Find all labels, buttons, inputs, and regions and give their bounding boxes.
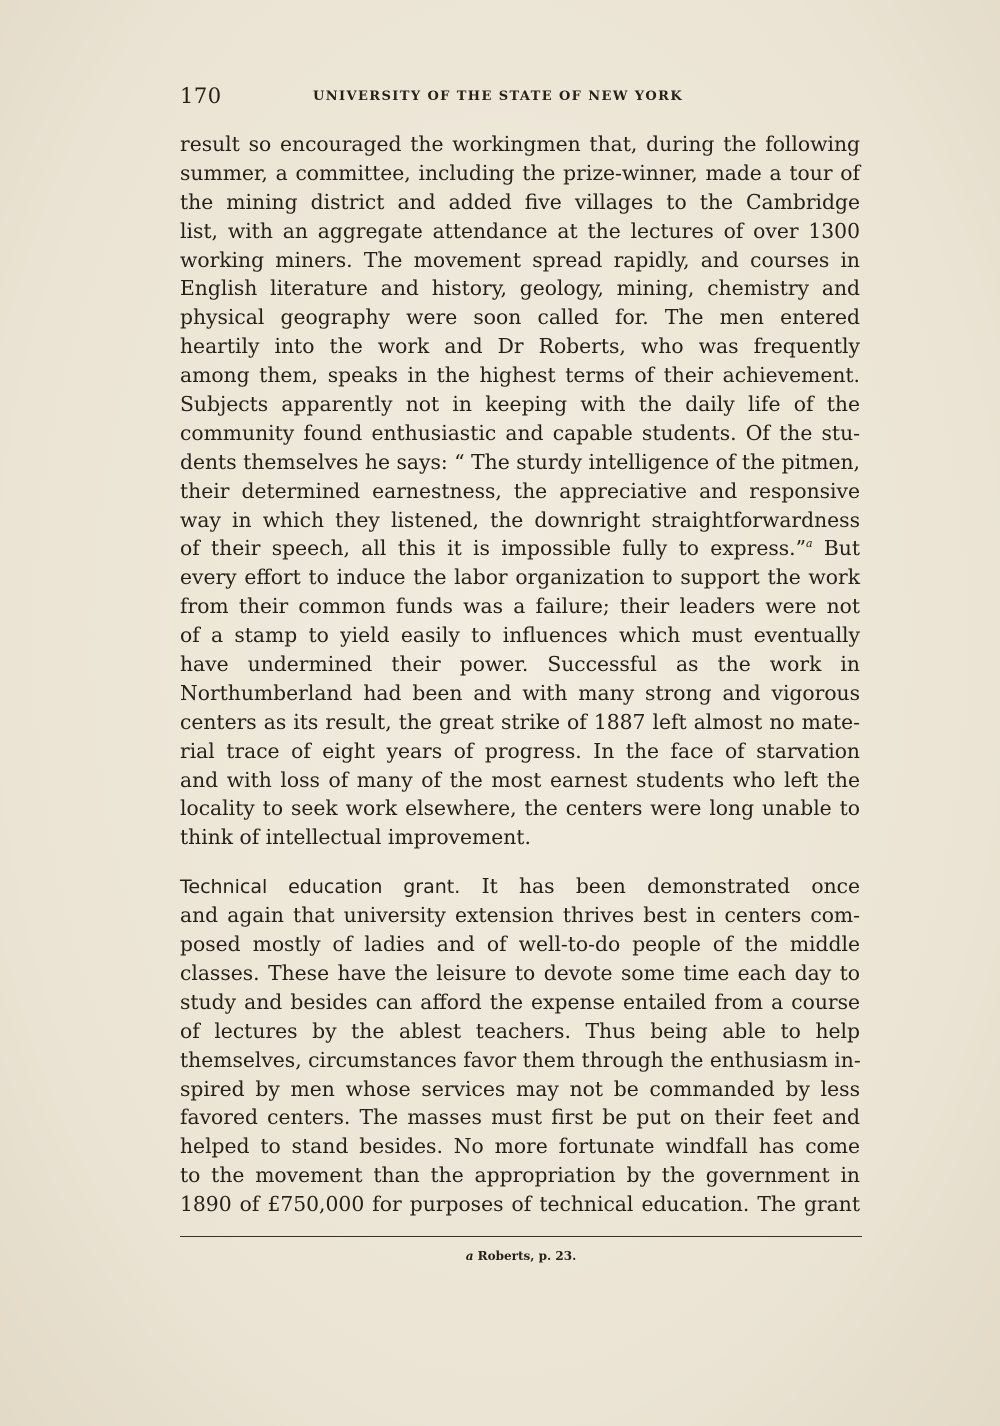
paragraph-gap: [180, 852, 860, 872]
text-line: working miners. The movement spread rapidly, and courses in: [180, 247, 860, 272]
footnote-reference: a: [806, 537, 813, 551]
paragraph-1: [180, 130, 860, 852]
text-line: the mining district and added five villages to the Cambridge: [180, 189, 860, 214]
text-line: and again that university extension thrives best in centers com-: [180, 903, 860, 928]
body-text: [180, 130, 860, 1219]
text-line: among them, speaks in the highest terms of their achievement.: [180, 363, 860, 388]
text-line: dents themselves he says: “ The sturdy intelligence of the pitmen,: [180, 449, 860, 474]
footnote-marker: a: [465, 1249, 474, 1263]
text-line-with-heading: [180, 872, 860, 901]
text-line: Northumberland had been and with many strong and vigorous: [180, 680, 860, 705]
text-line: locality to seek work elsewhere, the centers were long unable to: [180, 796, 860, 821]
text-line: of lectures by the ablest teachers. Thus being able to help: [180, 1018, 860, 1043]
text-line: study and besides can afford the expense entailed from a course: [180, 989, 860, 1014]
text-line: classes. These have the leisure to devote some time each day to: [180, 960, 860, 985]
text-line: result so encouraged the workingmen that, during the following: [180, 132, 860, 156]
paragraph-2: [180, 872, 860, 1219]
text-line: 1890 of £750,000 for purposes of technical education. The grant: [180, 1192, 860, 1217]
text-line: heartily into the work and Dr Roberts, who was frequently: [180, 334, 860, 359]
text-line: rial trace of eight years of progress. In the face of starvation: [180, 738, 860, 763]
text-line: from their common funds was a failure; their leaders were not: [180, 594, 860, 619]
footnote: [180, 1249, 862, 1263]
text-line: summer, a committee, including the prize-winner, made a tour of: [180, 160, 860, 185]
text-line: helped to stand besides. No more fortunate windfall has come: [180, 1134, 860, 1159]
text-line: favored centers. The masses must first be put on their feet and: [180, 1105, 860, 1130]
text-line-with-footnote-ref: [180, 534, 860, 563]
text-line: English literature and history, geology, mining, chemistry and: [180, 276, 860, 301]
text-line: physical geography were soon called for. The men entered: [180, 305, 860, 330]
running-head: [180, 84, 860, 114]
text-line: centers as its result, the great strike of 1887 left almost no mate-: [180, 709, 860, 734]
text-line: of a stamp to yield easily to influences which must eventually: [180, 623, 860, 648]
text-line: spired by men whose services may not be commanded by less: [180, 1076, 860, 1101]
text-segment: of their speech, all this it is impossible fully to express.”: [180, 536, 806, 561]
text-line: posed mostly of ladies and of well-to-do people of the middle: [180, 932, 860, 957]
text-line: to the movement than the appropriation by the government in: [180, 1163, 860, 1188]
footnote-text: Roberts, p. 23.: [473, 1249, 577, 1263]
text-line: themselves, circumstances favor them through the enthusiasm in-: [180, 1047, 861, 1072]
text-line: think of intellectual improvement.: [180, 825, 531, 850]
text-line: have undermined their power. Successful as the work in: [180, 652, 860, 677]
text-line: Subjects apparently not in keeping with the daily life of the: [180, 392, 860, 417]
text-line: and with loss of many of the most earnest students who left the: [180, 767, 860, 792]
page-number: 170: [180, 84, 222, 108]
text-line: list, with an aggregate attendance at the lectures of over 1300: [180, 218, 860, 243]
text-line: community found enthusiastic and capable students. Of the stu-: [180, 420, 860, 445]
text-segment: It has been demonstrated once: [460, 874, 861, 899]
section-heading: Technical education grant.: [180, 876, 461, 899]
footnote-divider: [180, 1236, 862, 1237]
text-line: their determined earnestness, the appreciative and responsive: [180, 478, 860, 503]
text-line: way in which they listened, the downright straightforwardness: [180, 507, 860, 532]
text-line: every effort to induce the labor organization to support the work: [180, 565, 860, 590]
text-segment: But: [812, 536, 860, 561]
running-title: UNIVERSITY OF THE STATE OF NEW YORK: [313, 89, 684, 104]
